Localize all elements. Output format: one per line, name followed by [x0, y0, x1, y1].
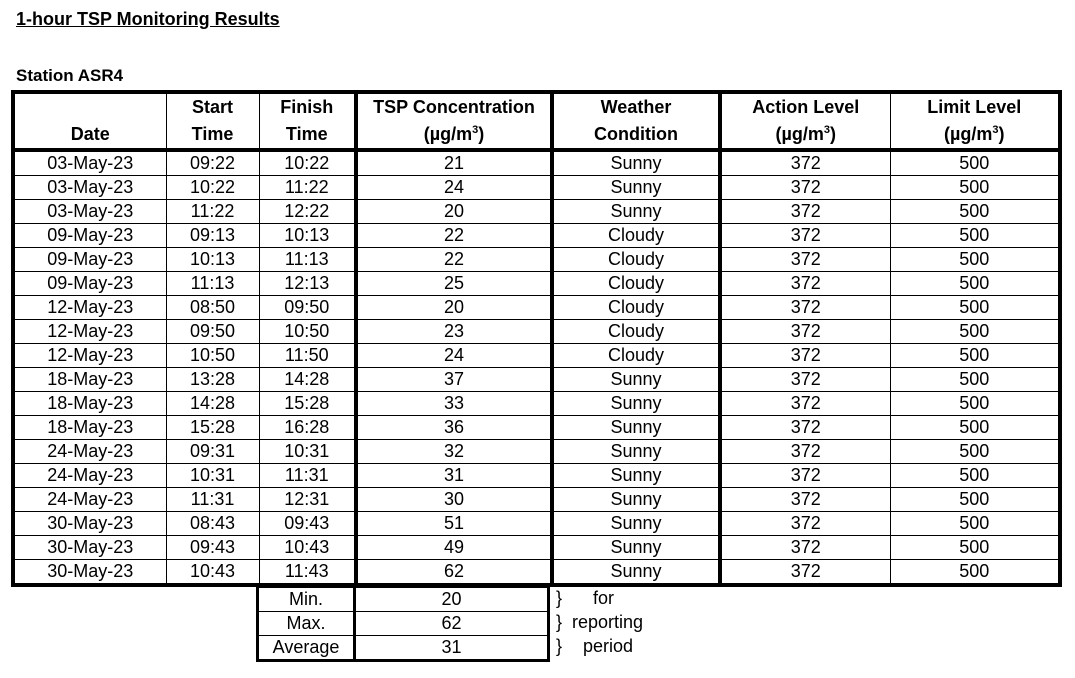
- cell-action-level: 372: [720, 272, 890, 296]
- cell-start-time: 09:31: [166, 440, 259, 464]
- table-row: [13, 176, 1060, 200]
- cell-action-level: 372: [720, 248, 890, 272]
- cell-tsp-concentration: 24: [356, 344, 552, 368]
- cell-limit-level: 500: [890, 296, 1060, 320]
- cell-weather-condition: Cloudy: [552, 320, 720, 344]
- cell-date: 30-May-23: [13, 512, 166, 536]
- cell-finish-time: 10:50: [259, 320, 356, 344]
- cell-date: 30-May-23: [13, 536, 166, 560]
- cell-action-level: 372: [720, 512, 890, 536]
- table-row: [13, 392, 1060, 416]
- results-table: [11, 90, 1062, 587]
- cell-limit-level: 500: [890, 176, 1060, 200]
- cell-limit-level: 500: [890, 392, 1060, 416]
- cell-action-level: 372: [720, 416, 890, 440]
- cell-tsp-concentration: 20: [356, 296, 552, 320]
- cell-tsp-concentration: 31: [356, 464, 552, 488]
- note-line-period: period: [583, 636, 634, 656]
- cell-limit-level: 500: [890, 464, 1060, 488]
- cell-finish-time: 11:43: [259, 560, 356, 586]
- cell-tsp-concentration: 62: [356, 560, 552, 586]
- cell-action-level: 372: [720, 320, 890, 344]
- cell-tsp-concentration: 37: [356, 368, 552, 392]
- cell-finish-time: 16:28: [259, 416, 356, 440]
- cell-start-time: 08:50: [166, 296, 259, 320]
- page-title: 1-hour TSP Monitoring Results: [16, 9, 280, 29]
- cell-date: 12-May-23: [13, 320, 166, 344]
- cell-tsp-concentration: 36: [356, 416, 552, 440]
- cell-weather-condition: Cloudy: [552, 296, 720, 320]
- summary-row-max: [258, 612, 549, 636]
- cell-date: 24-May-23: [13, 464, 166, 488]
- cell-limit-level: 500: [890, 224, 1060, 248]
- summary-value: 31: [355, 636, 549, 661]
- cell-limit-level: 500: [890, 416, 1060, 440]
- header-finish-time: Finish Time: [259, 92, 356, 150]
- cell-finish-time: 09:43: [259, 512, 356, 536]
- cell-tsp-concentration: 25: [356, 272, 552, 296]
- cell-weather-condition: Sunny: [552, 176, 720, 200]
- cell-start-time: 09:50: [166, 320, 259, 344]
- cell-weather-condition: Sunny: [552, 150, 720, 176]
- cell-limit-level: 500: [890, 488, 1060, 512]
- cell-weather-condition: Sunny: [552, 368, 720, 392]
- cell-start-time: 11:22: [166, 200, 259, 224]
- cell-limit-level: 500: [890, 560, 1060, 586]
- header-start-time: Start Time: [166, 92, 259, 150]
- summary-label: Max.: [258, 612, 355, 636]
- cell-finish-time: 15:28: [259, 392, 356, 416]
- cell-weather-condition: Sunny: [552, 488, 720, 512]
- cell-finish-time: 10:43: [259, 536, 356, 560]
- cell-tsp-concentration: 33: [356, 392, 552, 416]
- cell-limit-level: 500: [890, 440, 1060, 464]
- cell-tsp-concentration: 20: [356, 200, 552, 224]
- table-row: [13, 368, 1060, 392]
- cell-action-level: 372: [720, 392, 890, 416]
- table-row: [13, 512, 1060, 536]
- header-row: [13, 92, 1060, 150]
- header-date: Date: [13, 92, 166, 150]
- summary-label: Average: [258, 636, 355, 661]
- cell-weather-condition: Sunny: [552, 392, 720, 416]
- cell-date: 24-May-23: [13, 488, 166, 512]
- cell-action-level: 372: [720, 224, 890, 248]
- cell-action-level: 372: [720, 536, 890, 560]
- cell-date: 30-May-23: [13, 560, 166, 586]
- summary-value: 20: [355, 587, 549, 612]
- cell-action-level: 372: [720, 440, 890, 464]
- table-row: [13, 320, 1060, 344]
- cell-start-time: 10:50: [166, 344, 259, 368]
- cell-limit-level: 500: [890, 512, 1060, 536]
- table-row: [13, 488, 1060, 512]
- cell-finish-time: 10:22: [259, 150, 356, 176]
- cell-date: 18-May-23: [13, 392, 166, 416]
- note-line-reporting: reporting: [572, 612, 644, 632]
- cell-limit-level: 500: [890, 368, 1060, 392]
- cell-finish-time: 11:22: [259, 176, 356, 200]
- cell-date: 12-May-23: [13, 344, 166, 368]
- table-row: [13, 536, 1060, 560]
- cell-limit-level: 500: [890, 150, 1060, 176]
- cell-start-time: 09:13: [166, 224, 259, 248]
- cell-weather-condition: Sunny: [552, 416, 720, 440]
- cell-limit-level: 500: [890, 248, 1060, 272]
- table-row: [13, 416, 1060, 440]
- cell-start-time: 10:13: [166, 248, 259, 272]
- brace-mark: }: [556, 612, 563, 632]
- table-body: [13, 150, 1060, 585]
- cell-weather-condition: Cloudy: [552, 344, 720, 368]
- cell-action-level: 372: [720, 200, 890, 224]
- cell-date: 03-May-23: [47, 153, 134, 173]
- cell-limit-level: 500: [890, 320, 1060, 344]
- cell-date: 24-May-23: [13, 440, 166, 464]
- summary-row-min: [258, 587, 549, 612]
- cell-weather-condition: Sunny: [552, 440, 720, 464]
- table-row: [13, 464, 1060, 488]
- cell-action-level: 372: [720, 368, 890, 392]
- cell-tsp-concentration: 30: [356, 488, 552, 512]
- cell-action-level: 372: [720, 344, 890, 368]
- summary-label: Min.: [258, 587, 355, 612]
- cell-finish-time: 10:13: [259, 224, 356, 248]
- cell-finish-time: 14:28: [259, 368, 356, 392]
- cell-finish-time: 12:31: [259, 488, 356, 512]
- cell-date: 18-May-23: [13, 416, 166, 440]
- cell-weather-condition: Sunny: [552, 200, 720, 224]
- cell-start-time: 15:28: [166, 416, 259, 440]
- note-line-for: for: [593, 588, 615, 608]
- cell-action-level: 372: [720, 296, 890, 320]
- table-row: [13, 296, 1060, 320]
- cell-tsp-concentration: 22: [356, 224, 552, 248]
- summary-value: 62: [355, 612, 549, 636]
- cell-finish-time: 11:31: [259, 464, 356, 488]
- cell-date: 09-May-23: [13, 248, 166, 272]
- station-label: Station ASR4: [16, 66, 124, 85]
- cell-start-time: 09:43: [166, 536, 259, 560]
- cell-date: 03-May-23: [13, 176, 166, 200]
- cell-date: 09-May-23: [13, 224, 166, 248]
- brace-mark: }: [556, 636, 563, 656]
- cell-action-level: 372: [720, 176, 890, 200]
- table-row: [13, 560, 1060, 586]
- cell-finish-time: 10:31: [259, 440, 356, 464]
- cell-action-level: 372: [720, 560, 890, 586]
- summary-row-average: [258, 636, 549, 661]
- cell-tsp-concentration: 22: [356, 248, 552, 272]
- table-row: [13, 150, 1060, 176]
- cell-start-time: 09:22: [166, 150, 259, 176]
- cell-finish-time: 11:13: [259, 248, 356, 272]
- cell-weather-condition: Sunny: [552, 512, 720, 536]
- table-row: [13, 248, 1060, 272]
- cell-weather-condition: Cloudy: [552, 272, 720, 296]
- table-row: [13, 344, 1060, 368]
- cell-tsp-concentration: 51: [356, 512, 552, 536]
- cell-date: 12-May-23: [13, 296, 166, 320]
- cell-limit-level: 500: [890, 200, 1060, 224]
- cell-weather-condition: Sunny: [552, 560, 720, 586]
- cell-date: 09-May-23: [13, 272, 166, 296]
- table-row: [13, 200, 1060, 224]
- cell-start-time: 14:28: [166, 392, 259, 416]
- cell-start-time: 11:13: [166, 272, 259, 296]
- cell-limit-level: 500: [890, 344, 1060, 368]
- cell-start-time: 11:31: [166, 488, 259, 512]
- cell-finish-time: 09:50: [259, 296, 356, 320]
- summary-table: [256, 585, 550, 662]
- cell-weather-condition: Sunny: [552, 464, 720, 488]
- cell-weather-condition: Sunny: [552, 536, 720, 560]
- cell-weather-condition: Cloudy: [552, 248, 720, 272]
- cell-limit-level: 500: [890, 272, 1060, 296]
- cell-tsp-concentration: 24: [356, 176, 552, 200]
- cell-start-time: 08:43: [166, 512, 259, 536]
- header-weather-condition: Weather Condition: [552, 92, 720, 150]
- cell-finish-time: 12:13: [259, 272, 356, 296]
- cell-date: 18-May-23: [13, 368, 166, 392]
- cell-action-level: 372: [720, 464, 890, 488]
- table-row: [13, 272, 1060, 296]
- cell-weather-condition: Cloudy: [552, 224, 720, 248]
- header-limit-level: Limit Level $(\mu g/m^3)$: [890, 92, 1060, 150]
- table-row: [13, 440, 1060, 464]
- header-tsp-concentration: TSP Concentration $(\mu g/m^3)$: [356, 92, 552, 150]
- table-row: [13, 224, 1060, 248]
- cell-start-time: 10:43: [166, 560, 259, 586]
- cell-tsp-concentration: 21: [356, 150, 552, 176]
- brace-mark: }: [556, 588, 563, 608]
- cell-action-level: 372: [720, 488, 890, 512]
- header-action-level: Action Level $(\mu g/m^3)$: [720, 92, 890, 150]
- cell-tsp-concentration: 32: [356, 440, 552, 464]
- cell-date: 03-May-23: [13, 200, 166, 224]
- cell-tsp-concentration: 23: [356, 320, 552, 344]
- cell-start-time: 10:31: [166, 464, 259, 488]
- cell-action-level: 372: [720, 150, 890, 176]
- cell-finish-time: 11:50: [259, 344, 356, 368]
- cell-finish-time: 12:22: [259, 200, 356, 224]
- cell-start-time: 10:22: [166, 176, 259, 200]
- cell-tsp-concentration: 49: [356, 536, 552, 560]
- cell-limit-level: 500: [890, 536, 1060, 560]
- cell-start-time: 13:28: [166, 368, 259, 392]
